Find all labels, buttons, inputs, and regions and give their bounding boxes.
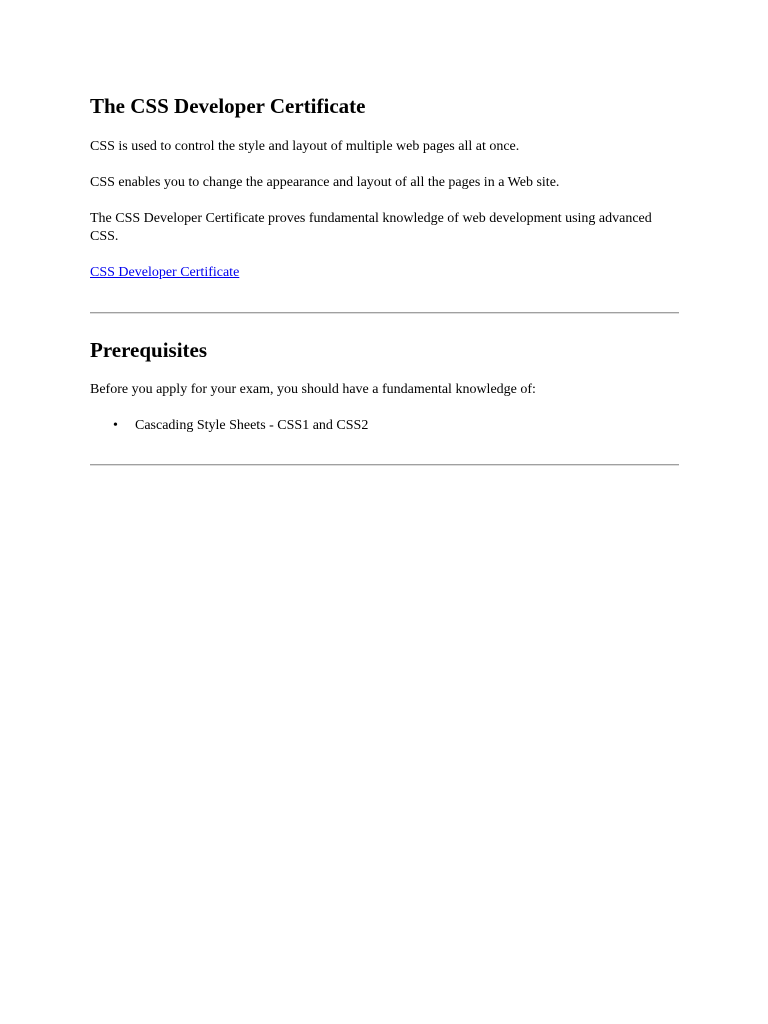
appearance-paragraph: CSS enables you to change the appearance and layout of all the pages in a Web site. <box>90 175 560 190</box>
section-divider <box>90 464 679 466</box>
certificate-link-line <box>90 264 239 282</box>
list-item-text: Cascading Style Sheets - CSS1 and CSS2 <box>135 418 369 433</box>
prerequisites-intro: Before you apply for your exam, you should have a fundamental knowledge of: <box>90 382 536 397</box>
list-item <box>113 417 369 435</box>
intro-paragraph: CSS is used to control the style and layout of multiple web pages all at once. <box>90 139 520 154</box>
prerequisites-list <box>90 417 368 435</box>
certificate-link[interactable]: CSS Developer Certificate <box>90 265 240 280</box>
certificate-paragraph: The CSS Developer Certificate proves fundamental knowledge of web development using advanced CSS. <box>90 211 652 244</box>
prerequisites-heading: Prerequisites <box>90 338 208 362</box>
page-title: The CSS Developer Certificate <box>90 94 366 118</box>
bullet-icon: • <box>113 418 118 433</box>
section-divider <box>90 312 679 314</box>
